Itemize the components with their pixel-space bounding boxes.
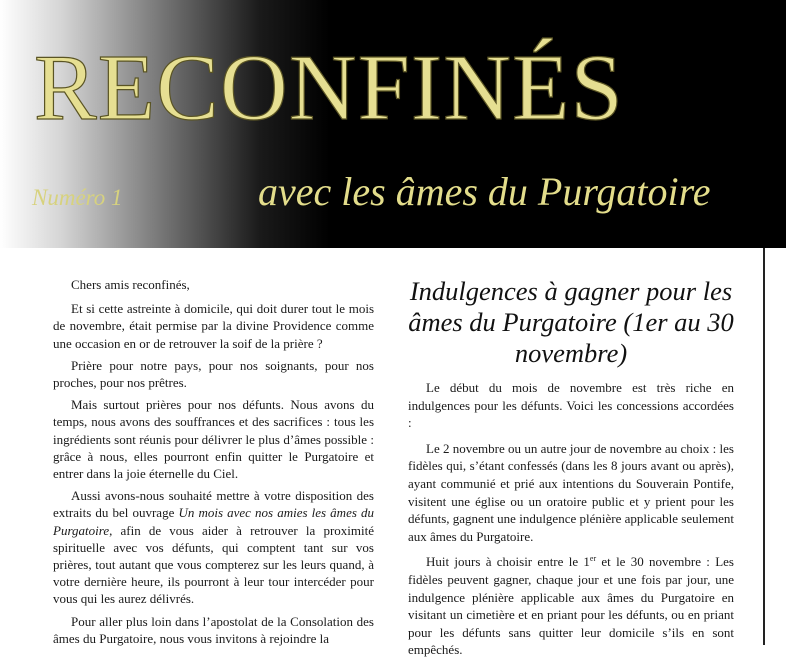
indulgences-intro: Le début du mois de novembre est très riche en indulgences pour les défunts. Voici les concessions accordées :: [408, 380, 734, 431]
letter-greeting: Chers amis reconfinés,: [71, 277, 190, 292]
letter-paragraph: Mais surtout prières pour nos défunts. Nous avons du temps, nous avons des souffrances et des sacrifices : tous les ingrédients sont réunis pour délivrer le plus d’âmes possible : grâce à nous, elles pourront enfin quitter le Purgatoire et entrer dans la joie éternelle du Ciel.: [53, 397, 374, 482]
masthead-banner: [0, 0, 786, 248]
ordinal-suffix: er: [589, 554, 597, 564]
newsletter-title: RECONFINÉS: [34, 36, 624, 140]
letter-text: Aussi avons-nous souhaité mettre à votre disposition des extraits du bel ouvrage: [53, 488, 374, 521]
letter-paragraph: Et si cette astreinte à domicile, qui doit durer tout le mois de novembre, était permise par la divine Providence comme une occasion en or de retrouver la soif de la prière ?: [53, 301, 374, 351]
newsletter-subtitle: avec les âmes du Purgatoire: [258, 169, 711, 214]
indulgence-nov2: Le 2 novembre ou un autre jour de novembre au choix : les fidèles qui, s’étant confessés (dans les 8 jours avant ou après), ayant communié et prié aux intentions du Souverain Pontife, visitent une église ou un oratoire public et y prient pour les défunts, gagnent une indulgence plénière applicable seulement aux âmes du Purgatoire.: [408, 440, 734, 544]
page-edge-rule: [763, 248, 765, 645]
indulgence-text: et le 30 novembre : Les fidèles peuvent gagner, chaque jour et une fois par jour, une indulgence plénière applicable aux âmes du Purgatoire en visitant un cimetière et en priant pour les défunts, ou en priant pour les défunts sans quitter leur domicile s’ils en sont empêchés.: [408, 554, 734, 658]
book-title: Un mois avec nos amies les âmes du Purgatoire: [53, 505, 375, 538]
letter-text: , afin de vous aider à retrouver la proximité spirituelle avec vos défunts, qui comptent tant sur vos prières, tout autant que vous compterez sur les leurs quand, à votre dernière heure, ils pourront à leur tour intercéder pour vous qui les aurez délivrés.: [53, 522, 374, 607]
issue-number: Numéro 1: [32, 185, 123, 210]
letter-column: [53, 276, 374, 652]
letter-paragraph: [53, 487, 374, 607]
indulgences-column: [408, 276, 734, 667]
indulgences-heading: Indulgences à gagner pour les âmes du Purgatoire (1er au 30 novembre): [408, 276, 734, 368]
indulgence-eight-days: [408, 553, 734, 659]
letter-paragraph: Pour aller plus loin dans l’apostolat de la Consolation des âmes du Purgatoire, nous vous invitons à rejoindre la: [53, 613, 374, 646]
indulgence-text: Huit jours à choisir entre le 1: [426, 554, 590, 570]
letter-paragraph: Prière pour notre pays, pour nos soignants, pour nos proches, pour nos prêtres.: [53, 357, 374, 391]
